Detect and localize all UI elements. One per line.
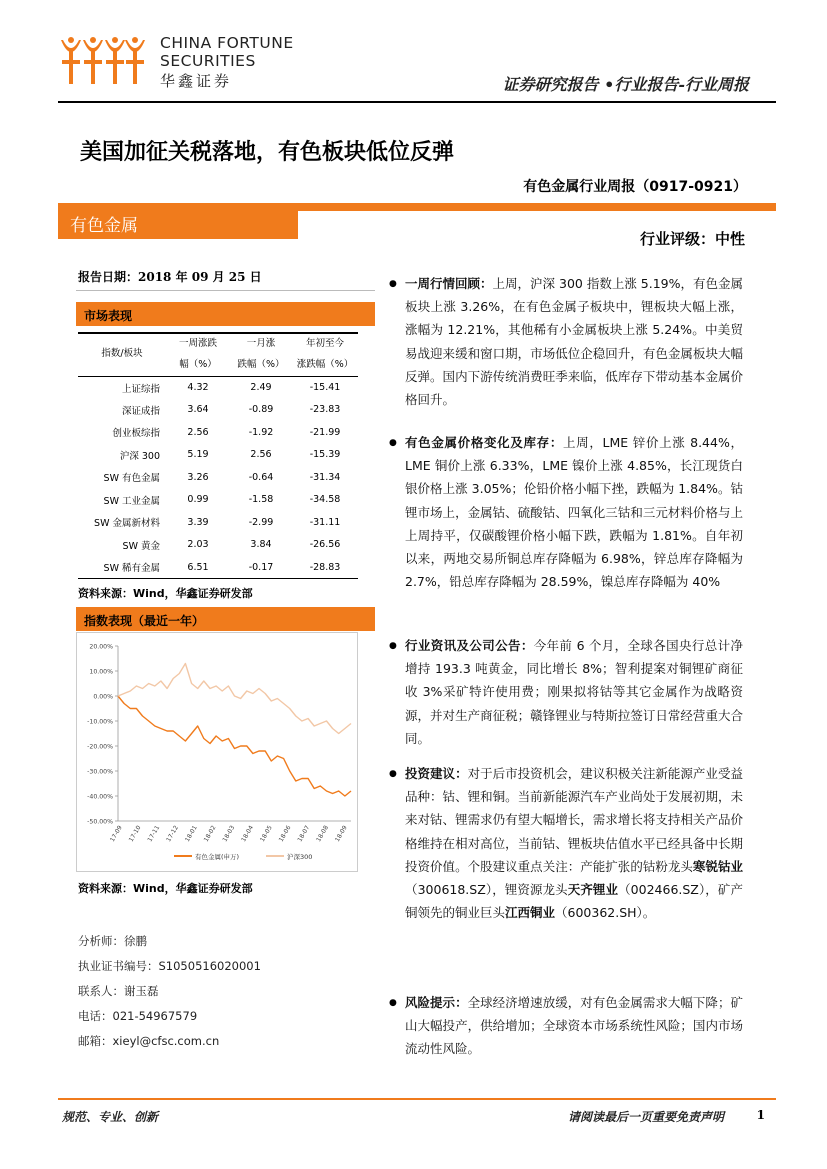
index-performance-chart (76, 632, 358, 872)
legend-label: 沪深300 (287, 853, 313, 861)
table-row (78, 511, 358, 534)
table-cell-value: 3.84 (250, 539, 272, 551)
divider (76, 290, 375, 291)
logo-text-en-line1: CHINA FORTUNE (160, 34, 294, 52)
stock-name: 江西铜业 (505, 905, 556, 921)
y-tick-label: -40.00% (87, 793, 113, 801)
header-divider (58, 101, 776, 103)
paragraph-label: 投资建议： (405, 766, 468, 781)
bullet-icon: ● (389, 279, 397, 289)
paragraph-investment-advice (405, 762, 743, 924)
table-row (78, 376, 358, 399)
section-title-market: 市场表现 (84, 309, 133, 323)
license-number: 执业证书编号：S1050516020001 (78, 959, 261, 973)
table-row (78, 399, 358, 422)
paragraph-weekly-review (405, 272, 743, 411)
table-cell-name: SW 金属新材料 (94, 518, 160, 530)
x-tick-label: 18-05 (258, 824, 274, 844)
x-tick-label: 18-06 (277, 824, 293, 844)
table-cell-name: 创业板综指 (112, 428, 160, 440)
x-tick-label: 18-04 (240, 824, 255, 844)
table-cell-name: SW 稀有金属 (78, 556, 166, 579)
paragraph-text: 上周，沪深 300 指数上涨 5.19%，有色金属板块上涨 3.26%，在有色金属子板块中，锂板块大幅上涨，涨幅为 12.21%，其他稀有小金属板块上涨 5.24%。中美贸易战迎来缓和窗口期，市场低位企稳回升，有色金属板块大幅反弹。国内下游传统消费旺季来临，低库存下带动基本金属价格回升。 (405, 276, 744, 408)
footer-slogan: 规范、专业、创新 (62, 1110, 159, 1124)
x-tick-label: 18-09 (333, 824, 349, 844)
table-row (78, 556, 358, 579)
stock-name: 寒锐钴业 (692, 858, 743, 874)
header-index: 指数/板块 (78, 332, 166, 376)
y-tick-label: -30.00% (87, 768, 113, 776)
table-cell-value: -23.83 (309, 404, 341, 416)
header-month-l1: 一月涨 (246, 337, 276, 349)
table-cell-value: -21.99 (309, 426, 341, 438)
paragraph-text: 全球经济增速放缓，对有色金属需求大幅下降；矿山大幅投产，供给增加；全球资本市场系统性风险；国内市场流动性风险。 (405, 995, 743, 1057)
industry-rating: 行业评级：中性 (639, 230, 745, 248)
paragraph-label: 有色金属价格变化及库存： (405, 435, 564, 450)
chart-source: 资料来源：Wind，华鑫证券研发部 (78, 882, 253, 895)
table-cell-value: -28.83 (292, 556, 358, 579)
footer-divider (58, 1098, 776, 1100)
section-header-market (76, 302, 375, 326)
y-tick-label: -20.00% (87, 743, 113, 751)
contact-person: 联系人：谢玉磊 (78, 984, 159, 998)
table-cell-value: -15.39 (309, 449, 341, 461)
page-subtitle: 有色金属行业周报（0917-0921） (523, 179, 747, 195)
section-header-chart (76, 607, 375, 631)
china-fortune-logo (58, 30, 146, 88)
table-cell-name: SW 有色金属 (103, 473, 160, 485)
table-cell-value: 2.03 (187, 539, 209, 551)
paragraph-text: （002466.SZ），矿产铜领先的铜业巨头 (405, 882, 743, 921)
table-cell-name: SW 工业金属 (103, 495, 160, 507)
paragraph-industry-news (405, 634, 743, 750)
paragraph-price-inventory (405, 431, 743, 593)
table-row (78, 489, 358, 512)
paragraph-text: 对于后市投资机会，建议积极关注新能源产业受益品种：钴、锂和铜。当前新能源汽车产业尚处于发展初期，未来对钴、锂需求仍有望大幅增长，需求增长将支持相关产品价格维持在相对高位，当前钴、锂板块估值水平已经具备中长期投资价值。个股建议重点关注：产能扩张的钴粉龙头 (405, 766, 743, 874)
table-cell-value: 2.56 (187, 426, 209, 438)
table-cell-value: 2.49 (250, 382, 272, 393)
table-row (78, 421, 358, 444)
table-cell-value: 4.32 (187, 382, 209, 393)
paragraph-label: 行业资讯及公司公告： (405, 638, 534, 653)
table-cell-value: 3.39 (187, 516, 209, 528)
paragraph-label: 风险提示： (405, 995, 468, 1010)
phone: 电话：021-54967579 (78, 1009, 198, 1023)
table-cell-name: SW 黄金 (122, 540, 160, 552)
paragraph-text: （300618.SZ），锂资源龙头 (405, 882, 568, 898)
table-cell-value: -1.92 (248, 426, 274, 438)
x-tick-label: 18-01 (183, 824, 199, 844)
table-cell-value: -34.58 (309, 494, 341, 506)
legend-label: 有色金属(申万) (195, 853, 240, 861)
table-cell-value: 6.51 (166, 556, 230, 579)
header-ytd-l1: 年初至今 (305, 337, 344, 349)
section-title-chart: 指数表现（最近一年） (84, 614, 205, 628)
email: 邮箱：xieyl@cfsc.com.cn (78, 1034, 220, 1048)
table-cell-value: 2.56 (250, 449, 272, 461)
paragraph-text: 今年前 6 个月，全球各国央行总计净增持 193.3 吨黄金，同比增长 8%；智利提案对铜锂矿商征收 3%采矿特许使用费；刚果拟将钴等其它金属作为战略资源，并对生产商征税；赣锋锂业与特斯拉签订日常经营重大合同。 (405, 638, 743, 746)
table-row (78, 466, 358, 489)
table-cell-value: 0.99 (187, 494, 209, 506)
table-cell-name: 沪深 300 (119, 450, 160, 462)
table-cell-name: 上证综指 (121, 383, 160, 395)
logo-text-cn: 华鑫证券 (160, 72, 233, 90)
bullet-icon: ● (389, 998, 397, 1008)
page-title: 美国加征关税落地，有色板块低位反弹 (80, 140, 455, 165)
report-date: 报告日期：2018 年 09 月 25 日 (78, 270, 262, 284)
sector-label: 有色金属 (70, 216, 138, 236)
y-tick-label: 0.00% (93, 693, 113, 701)
bullet-icon: ● (389, 769, 397, 779)
y-tick-label: 20.00% (89, 643, 113, 651)
y-tick-label: 10.00% (89, 668, 113, 676)
table-cell-value: 3.26 (187, 471, 209, 483)
y-tick-label: -10.00% (87, 718, 113, 726)
header-month-l2: 跌幅（%） (237, 358, 285, 370)
paragraph-risk (405, 991, 743, 1061)
bullet-icon: ● (389, 641, 397, 651)
series-line-nonferrous (118, 696, 351, 796)
table-row (78, 444, 358, 467)
table-cell-value: -1.58 (248, 494, 274, 506)
header-week-l2: 幅（%） (179, 358, 217, 370)
table-cell-value: -26.56 (309, 539, 341, 551)
analyst-name: 分析师：徐鹏 (78, 934, 147, 948)
table-cell-value: -0.17 (230, 556, 292, 579)
x-tick-label: 17-09 (108, 824, 124, 844)
table-cell-value: 3.64 (187, 404, 209, 416)
table-source: 资料来源：Wind，华鑫证券研发部 (78, 587, 253, 600)
table-cell-value: -15.41 (309, 382, 341, 393)
header-ytd (292, 332, 358, 376)
table-cell-value: -31.11 (309, 516, 341, 528)
header-month (230, 332, 292, 376)
report-type: 证券研究报告 •行业报告-行业周报 (502, 75, 749, 94)
table-cell-value: -31.34 (309, 471, 341, 483)
page-number: 1 (756, 1108, 765, 1122)
logo-text-en-line2: SECURITIES (160, 52, 256, 70)
header-ytd-l2: 涨跌幅（%） (296, 358, 354, 370)
table-cell-value: -0.89 (248, 404, 274, 416)
header-week (166, 332, 230, 376)
y-tick-label: -50.00% (87, 818, 113, 826)
x-tick-label: 18-03 (221, 824, 237, 844)
table-cell-value: -0.64 (248, 471, 274, 483)
table-cell-value: -2.99 (248, 516, 274, 528)
table-row (78, 534, 358, 557)
stock-name: 天齐锂业 (567, 882, 619, 898)
header-week-l1: 一周涨跌 (178, 337, 217, 349)
x-tick-label: 17-11 (146, 824, 162, 844)
x-tick-label: 17-12 (165, 824, 180, 844)
paragraph-text: 上周，LME 锌价上涨 8.44%，LME 铜价上涨 6.33%，LME 镍价上涨 4.85%，长江现货白银价格上涨 3.05%；伦铅价格小幅下挫，跌幅为 1.84%。钴锂市场上，金属钴、硫酸钴、四氧化三钴和三元材料价格与上上周持平，仅碳酸锂价格小幅下跌，跌幅为 1.81%。自年初以来，两地交易所铜总库存降幅为 6.98%，锌总库存降幅为 2.7%，铅总库存降幅为 28.59%，镍总库存降幅为 40% (405, 435, 743, 590)
footer-disclaimer: 请阅读最后一页重要免责声明 (567, 1110, 724, 1124)
x-tick-label: 18-08 (315, 824, 330, 844)
market-performance-table (78, 332, 358, 579)
bullet-icon: ● (389, 438, 397, 448)
x-tick-label: 17-10 (127, 824, 143, 844)
table-header-row (78, 332, 358, 376)
table-cell-name: 深证成指 (121, 405, 160, 417)
x-tick-label: 18-02 (202, 824, 218, 844)
table-cell-value: 5.19 (187, 449, 209, 461)
paragraph-text: （600362.SH）。 (555, 905, 656, 921)
x-tick-label: 18-07 (296, 824, 312, 844)
series-line-hs300 (118, 664, 351, 734)
paragraph-label: 一周行情回顾： (405, 276, 493, 291)
